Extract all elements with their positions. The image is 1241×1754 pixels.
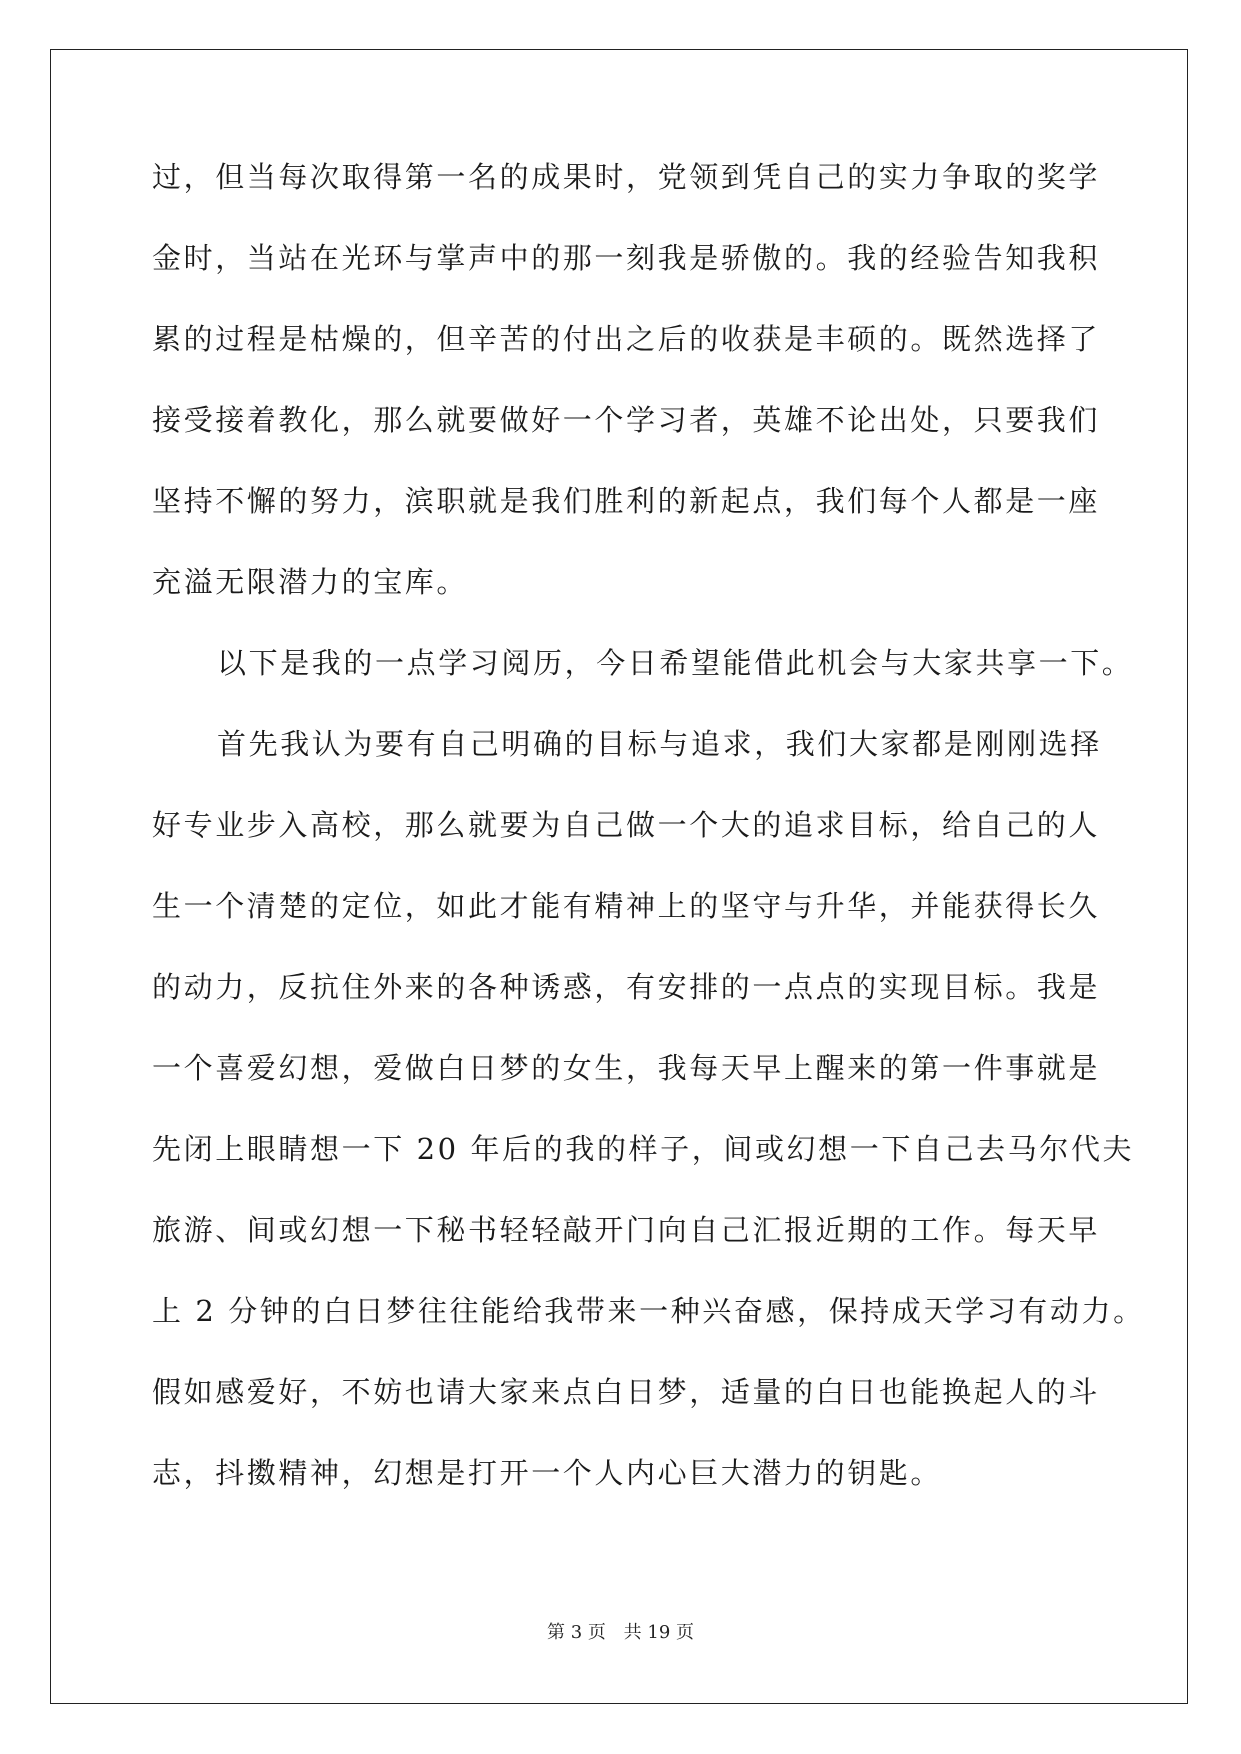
text-line: 过，但当每次取得第一名的成果时，党领到凭自己的实力争取的奖学	[152, 160, 1101, 194]
page-total: 共 19 页	[623, 1622, 694, 1643]
text-line: 志，抖擞精神，幻想是打开一个人内心巨大潜力的钥匙。	[152, 1456, 943, 1490]
text-line: 旅游、间或幻想一下秘书轻轻敲开门向自己汇报近期的工作。每天早	[152, 1213, 1101, 1247]
paragraph-start-line: 首先我认为要有自己明确的目标与追求，我们大家都是刚刚选择	[217, 727, 1102, 761]
text-line: 的动力，反抗住外来的各种诱惑，有安排的一点点的实现目标。我是	[152, 970, 1101, 1004]
text-line: 上 2 分钟的白日梦往往能给我带来一种兴奋感，保持成天学习有动力。	[152, 1294, 1145, 1328]
text-line: 累的过程是枯燥的，但辛苦的付出之后的收获是丰硕的。既然选择了	[152, 322, 1101, 356]
text-line: 生一个清楚的定位，如此才能有精神上的坚守与升华，并能获得长久	[152, 889, 1101, 923]
page-footer	[0, 1618, 1241, 1644]
text-line: 金时，当站在光环与掌声中的那一刻我是骄傲的。我的经验告知我积	[152, 241, 1101, 275]
text-line: 坚持不懈的努力，滨职就是我们胜利的新起点，我们每个人都是一座	[152, 484, 1101, 518]
text-line: 一个喜爱幻想，爱做白日梦的女生，我每天早上醒来的第一件事就是	[152, 1051, 1101, 1085]
text-line: 先闭上眼睛想一下 20 年后的我的样子，间或幻想一下自己去马尔代夫	[152, 1132, 1135, 1166]
text-line: 假如感爱好，不妨也请大家来点白日梦，适量的白日也能换起人的斗	[152, 1375, 1101, 1409]
text-line: 好专业步入高校，那么就要为自己做一个大的追求目标，给自己的人	[152, 808, 1101, 842]
page-number: 第 3 页	[547, 1622, 606, 1643]
document-body	[152, 160, 1145, 1537]
paragraph-start-line: 以下是我的一点学习阅历，今日希望能借此机会与大家共享一下。	[217, 646, 1134, 680]
text-line: 接受接着教化，那么就要做好一个学习者，英雄不论出处，只要我们	[152, 403, 1101, 437]
text-line: 充溢无限潜力的宝库。	[152, 565, 469, 599]
